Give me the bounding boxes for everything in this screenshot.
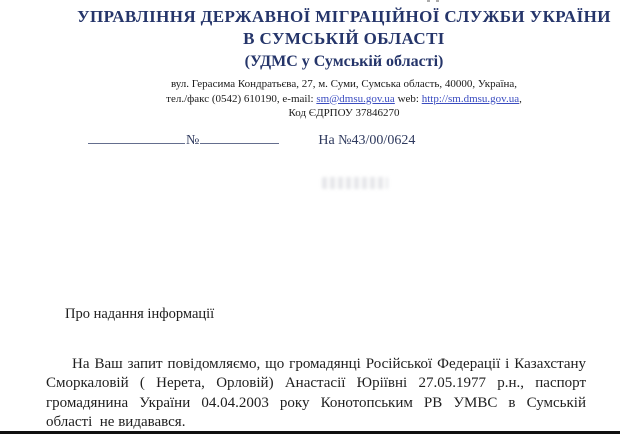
body-line: громадянина України 04.04.2003 року Конотопським РВ УМВС в Сумській [46,394,586,411]
bottom-scan-rule [0,431,620,434]
body-paragraph [46,355,586,433]
scan-artifact-dots [427,0,430,2]
contact-line [68,92,620,107]
contact-suffix: , [519,92,522,105]
address-block [68,77,620,121]
email-link[interactable]: sm@dmsu.gov.ua [316,92,395,105]
erased-text-remnant [322,177,388,189]
body-line: Сморкаловій ( Нерета, Орловій) Анастасії Юріївні 27.05.1977 р.н., паспорт [46,375,586,392]
reply-reference-number: На №43/00/0624 [318,133,416,148]
date-blank-line [88,131,185,144]
body-line: На Ваш запит повідомляємо, що громадянці Російської Федерації і Казахстану [72,356,586,372]
numero-sign: № [186,133,200,148]
subject-line: Про надання інформації [65,306,215,322]
org-name-line-1: УПРАВЛІННЯ ДЕРЖАВНОЇ МІГРАЦІЙНОЇ СЛУЖБИ УКРАЇНИ [77,7,611,26]
org-name-line-2: В СУМСЬКІЙ ОБЛАСТІ [243,29,445,48]
reference-row [88,131,415,147]
contact-prefix: тел./факс (0542) 610190, e-mail: [166,92,317,105]
org-short-name: (УДМС у Сумській області) [244,53,444,70]
contact-middle: web: [394,92,422,105]
body-line: області не видавався. [46,414,186,431]
edrpou-line: Код ЄДРПОУ 37846270 [288,107,400,119]
address-line: вул. Герасима Кондратьєва, 27, м. Суми, Сумська область, 40000, Україна, [170,78,518,90]
number-blank-line [200,131,279,144]
website-link[interactable]: http://sm.dmsu.gov.ua [421,92,520,105]
letterhead [68,6,620,121]
